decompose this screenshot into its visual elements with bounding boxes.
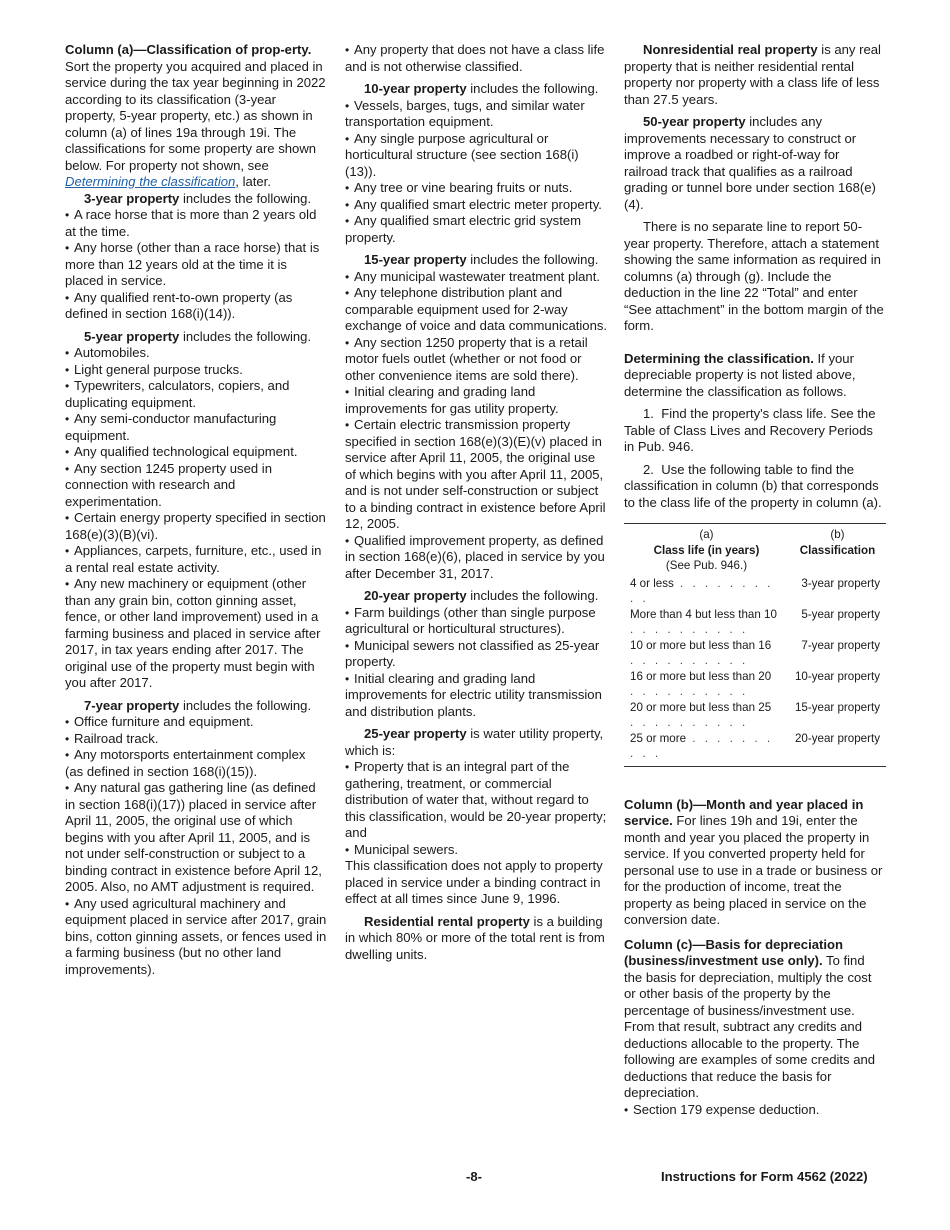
table-row: [624, 700, 886, 731]
column-b-heading: Column (b)—Month and year placed in service.: [624, 796, 864, 828]
residential-rental-paragraph: Residential rental property is a building in which 80% or more of the total rent is from dwelling units.: [345, 913, 605, 962]
list-item: • Municipal sewers.: [345, 842, 608, 859]
class-life-cell: More than 4 but less than 10 . . . . . . . . . .: [630, 607, 777, 636]
col-a-paragraph: Column (a)—Classification of prop-erty. Sort the property you acquired and placed in service during the tax year beginning in 2022 according to its classification (3-year property, 5-year property, etc.) as shown in column (a) of lines 19a through 19i. The classifications for some property are shown below. For property not shown, see Determining the classification, later.: [65, 42, 326, 189]
25-year-list: [345, 759, 608, 858]
list-item: • Any qualified smart electric meter property.: [345, 197, 608, 214]
5-year-heading: 5-year property includes the following.: [84, 328, 312, 344]
table-header-b: (b) Classification: [789, 524, 886, 576]
20-year-list: [345, 605, 608, 721]
list-item: • Initial clearing and grading land improvements for gas utility property.: [345, 384, 608, 417]
list-item: • Any motorsports entertainment complex (as defined in section 168(i)(15)).: [65, 747, 327, 780]
class-life-cell: 4 or less . . . . . . . . . .: [630, 576, 774, 605]
list-item: • Any tree or vine bearing fruits or nuts.: [345, 180, 608, 197]
table-header-a: (a) Class life (in years) (See Pub. 946.): [624, 524, 789, 576]
25-year-heading: 25-year property is water utility property, which is:: [345, 726, 604, 758]
column-3: [624, 42, 886, 1118]
list-item: • Any natural gas gathering line (as defined in section 168(i)(17)) placed in service after April 11, 2005, the original use of which begins with you after April 11, 2005, and is not under self-construction or subject to a binding contract in existence before April 12, 2005. Also, no AMT adjustment is required.: [65, 780, 327, 896]
list-item: • Qualified improvement property, as defined in section 168(e)(6), placed in service by you after December 31, 2017.: [345, 533, 608, 583]
list-item: • Farm buildings (other than single purpose agricultural or horticultural structures).: [345, 605, 608, 638]
table-row: [624, 669, 886, 700]
classification-cell: 3-year property: [801, 576, 880, 590]
other-property-list: [345, 42, 608, 75]
20-year-heading: 20-year property includes the following.: [364, 588, 599, 603]
list-item: • Light general purpose trucks.: [65, 362, 327, 379]
list-item: • Municipal sewers not classified as 25-year property.: [345, 638, 608, 671]
classification-cell: 15-year property: [794, 700, 880, 714]
list-item: • Automobiles.: [65, 345, 327, 362]
15-year-list: [345, 269, 608, 583]
list-item: • Property that is an integral part of the gathering, treatment, or commercial distribution of water that, without regard to this classification, would be 20-year property; and: [345, 759, 608, 842]
list-item: • Typewriters, calculators, copiers, and duplicating equipment.: [65, 378, 327, 411]
50-year-paragraph: 50-year property includes any improvements necessary to construct or improve a roadbed or right-of-way for railroad track that qualifies as a railroad grading or tunnel bore under section 168(e)(4).: [624, 114, 876, 212]
column-2: [345, 42, 608, 963]
list-item: • Section 179 expense deduction.: [624, 1102, 886, 1119]
list-item: • Any single purpose agricultural or horticultural structure (see section 168(i)(13)).: [345, 131, 608, 181]
list-item: • Any qualified technological equipment.: [65, 444, 327, 461]
classification-cell: 10-year property: [794, 669, 880, 683]
footer-title: Instructions for Form 4562 (2022): [661, 1169, 868, 1184]
list-item: • Appliances, carpets, furniture, etc., used in a rental real estate activity.: [65, 543, 327, 576]
list-item: • Any horse (other than a race horse) that is more than 12 years old at the time it is placed in service.: [65, 240, 327, 290]
list-item: • Vessels, barges, tugs, and similar water transportation equipment.: [345, 98, 608, 131]
step-1: 1. Find the property's class life. See the Table of Class Lives and Recovery Periods in Pub. 946.: [624, 406, 876, 454]
determining-classification-link[interactable]: Determining the classification: [65, 174, 236, 189]
class-life-cell: 16 or more but less than 20 . . . . . . . . . .: [630, 669, 772, 698]
list-item: • Any municipal wastewater treatment plant.: [345, 269, 608, 286]
classification-cell: 7-year property: [801, 638, 880, 652]
list-item: • Railroad track.: [65, 731, 327, 748]
list-item: • Certain energy property specified in section 168(e)(3)(B)(vi).: [65, 510, 327, 543]
class-life-cell: 10 or more but less than 16 . . . . . . . . . .: [630, 638, 772, 667]
list-item: • Any section 1250 property that is a retail motor fuels outlet (whether or not food or other convenience items are sold there).: [345, 335, 608, 385]
table-row: [624, 576, 886, 607]
class-life-cell: 25 or more . . . . . . . . . .: [624, 731, 789, 767]
10-year-list: [345, 98, 608, 247]
list-item: • Any qualified rent-to-own property (as defined in section 168(i)(14)).: [65, 290, 327, 323]
classification-cell: 5-year property: [801, 607, 880, 621]
classification-table: [624, 523, 886, 767]
table-row: [624, 638, 886, 669]
15-year-heading: 15-year property includes the following.: [364, 252, 599, 267]
column-c-heading: Column (c)—Basis for depreciation (business/investment use only).: [624, 936, 843, 968]
determining-classification-heading: Determining the classification.: [624, 350, 814, 366]
list-item: • Certain electric transmission property specified in section 168(e)(3)(E)(v) placed in service after April 11, 2005, the original use of which begins with you after April 11, 2005, and is not under self-construction or subject to a binding contract in existence before April 12, 2005.: [345, 417, 608, 533]
determining-classification-paragraph: Determining the classification. If your depreciable property is not listed above, determine the classification as follows.: [624, 350, 856, 399]
step-2: 2. Use the following table to find the classification in column (b) that corresponds to the class life of the property in column (a).: [624, 461, 882, 510]
list-item: • Any new machinery or equipment (other than any grain bin, cotton ginning asset, fence, or other land improvement) used in a farming business and placed in service after 2017, in tax years ending after 2017. The original use of the property must begin with you after 2017.: [65, 576, 327, 692]
list-item: • Any telephone distribution plant and comparable equipment used for 2-way exchange of voice and data communications.: [345, 285, 608, 335]
10-year-heading: 10-year property includes the following.: [364, 81, 599, 96]
classification-cell: 20-year property: [789, 731, 886, 767]
column-b-paragraph: Column (b)—Month and year placed in service. For lines 19h and 19i, enter the month and year you placed the property in service. If you converted property held for personal use to use in a trade or business or for the production of income, treat the property as being placed in service on the conversion date.: [624, 796, 883, 927]
7-year-list: [65, 714, 327, 978]
7-year-heading: 7-year property includes the following.: [84, 697, 312, 713]
list-item: • Office furniture and equipment.: [65, 714, 327, 731]
column-c-paragraph: Column (c)—Basis for depreciation (business/investment use only). To find the basis for depreciation, multiply the cost or other basis of the property by the percentage of business/investment use. From that result, subtract any credits and deductions allocable to the property. The following are examples of some credits and deductions that reduce the basis for depreciation.: [624, 936, 876, 1100]
column-1: [65, 42, 327, 978]
basis-reduction-list: [624, 1102, 886, 1119]
table-row: [624, 731, 886, 767]
col-a-heading: Column (a)—Classification of prop-erty.: [65, 42, 312, 57]
list-item: • Any section 1245 property used in connection with research and experimentation.: [65, 461, 327, 511]
25-year-note: This classification does not apply to property placed in service under a binding contract in effect at all times since June 9, 1996.: [345, 858, 603, 906]
list-item: • Any semi-conductor manufacturing equipment.: [65, 411, 327, 444]
3-year-list: [65, 207, 327, 323]
50-year-note: There is no separate line to report 50-year property. Therefore, attach a statement showing the same information as required in columns (a) through (g). Include the deduction in the line 22 “Total” and enter “See attachment” in the bottom margin of the form.: [624, 219, 884, 333]
table-row: [624, 607, 886, 638]
nonresidential-paragraph: Nonresidential real property is any real property that is neither residential rental property nor property with a class life of less than 27.5 years.: [624, 42, 881, 107]
list-item: • A race horse that is more than 2 years old at the time.: [65, 207, 327, 240]
3-year-heading: 3-year property includes the following.: [84, 190, 312, 206]
list-item: • Any qualified smart electric grid system property.: [345, 213, 608, 246]
class-life-cell: 20 or more but less than 25 . . . . . . . . . .: [630, 700, 772, 729]
list-item: • Initial clearing and grading land improvements for electric utility transmission and distribution plants.: [345, 671, 608, 721]
page-number: -8-: [466, 1169, 483, 1184]
5-year-list: [65, 345, 327, 692]
list-item: • Any property that does not have a class life and is not otherwise classified.: [345, 42, 608, 75]
list-item: • Any used agricultural machinery and equipment placed in service after 2017, grain bins, cotton ginning assets, or fences used in a farming business (but no other land improvements).: [65, 896, 327, 979]
